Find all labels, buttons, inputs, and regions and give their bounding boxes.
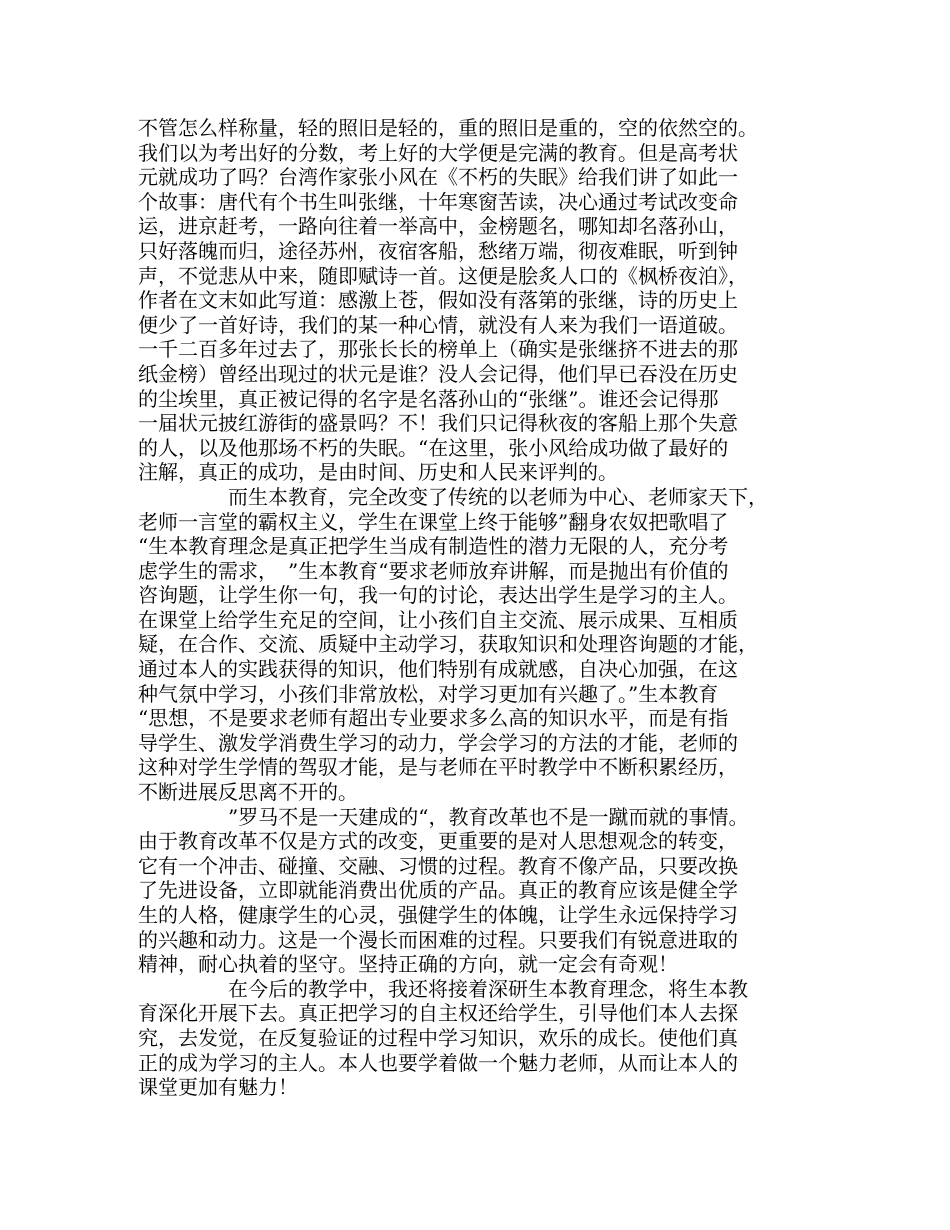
text-line: 精神，耐心执着的坚守。坚持正确的方向，就一定会有奇观！ — [138, 952, 678, 977]
text-line: 我们以为考出好的分数，考上好的大学便是完满的教育。但是高考状 — [138, 140, 738, 165]
text-line: 这种对学生学情的驾驭才能，是与老师在平时教学中不断积累经历， — [138, 755, 738, 780]
paragraph-4 — [138, 977, 828, 1100]
text-line: 只好落魄而归，途径苏州，夜宿客船，愁绪万端，彻夜难眠，听到钟 — [138, 238, 738, 263]
text-line: 正的成为学习的主人。本人也要学着做一个魅力老师，从而让本人的 — [138, 1050, 738, 1075]
text-line: 运，进京赶考，一路向往着一举高中，金榜题名，哪知却名落孙山， — [138, 214, 738, 239]
text-line: 的人，以及他那场不朽的失眠。“在这里，张小风给成功做了最好的 — [138, 435, 729, 460]
text-line: 注解，真正的成功，是由时间、历史和人民来评判的。 — [138, 460, 618, 485]
paragraph-3 — [138, 805, 828, 977]
text-line: 一届状元披红游街的盛景吗？不！我们只记得秋夜的客船上那个失意 — [138, 411, 738, 436]
paragraph-2 — [138, 485, 828, 805]
text-line: 究，去发觉，在反复验证的过程中学习知识，欢乐的成长。使他们真 — [138, 1025, 738, 1050]
text-line: “生本教育理念是真正把学生当成有制造性的潜力无限的人，充分考 — [138, 534, 729, 559]
text-line: 育深化开展下去。真正把学习的自主权还给学生，引导他们本人去探 — [138, 1001, 738, 1026]
text-line-first: 而生本教育，完全改变了传统的以老师为中心、老师家天下， — [228, 484, 768, 509]
text-line: 的尘埃里，真正被记得的名字是名落孙山的“张继”。谁还会记得那 — [138, 386, 719, 411]
text-line: 由于教育改革不仅是方式的改变，更重要的是对人思想观念的转变， — [138, 829, 738, 854]
text-line: 疑，在合作、交流、质疑中主动学习，获取知识和处理咨询题的才能， — [138, 632, 758, 657]
text-line: 导学生、激发学消费生学习的动力，学会学习的方法的才能，老师的 — [138, 730, 738, 755]
text-line: 通过本人的实践获得的知识，他们特别有成就感，自决心加强，在这 — [138, 657, 738, 682]
text-line: 课堂更加有魅力！ — [138, 1075, 298, 1100]
text-line: 不管怎么样称量，轻的照旧是轻的，重的照旧是重的，空的依然空的。 — [138, 116, 758, 140]
text-line: 一千二百多年过去了，那张长长的榜单上（确实是张继挤不进去的那 — [138, 337, 738, 362]
text-line: 种气氛中学习，小孩们非常放松，对学习更加有兴趣了。”生本教育 — [138, 681, 719, 706]
text-line: 生的人格，健康学生的心灵，强健学生的体魄，让学生永远保持学习 — [138, 903, 738, 927]
text-line: 便少了一首好诗，我们的某一种心情，就没有人来为我们一语道破。 — [138, 312, 738, 337]
text-line: 元就成功了吗？台湾作家张小风在《不朽的失眠》给我们讲了如此一 — [138, 165, 738, 190]
text-line: 个故事：唐代有个书生叫张继，十年寒窗苦读，决心通过考试改变命 — [138, 189, 738, 214]
text-line: 不断进展反思离不开的。 — [138, 780, 358, 805]
text-line: 老师一言堂的霸权主义，学生在课堂上终于能够”翻身农奴把歌唱了 — [138, 509, 729, 534]
text-line: 在课堂上给学生充足的空间，让小孩们自主交流、展示成果、互相质 — [138, 607, 738, 632]
text-line: 纸金榜）曾经出现过的状元是谁？没人会记得，他们早已吞没在历史 — [138, 361, 738, 386]
text-line: 作者在文末如此写道：感激上苍，假如没有落第的张继，诗的历史上 — [138, 288, 738, 313]
text-line-first: ”罗马不是一天建成的“，教育改革也不是一蹴而就的事情。 — [228, 804, 749, 829]
document-page — [138, 116, 828, 1100]
text-line: 的兴趣和动力。这是一个漫长而困难的过程。只要我们有锐意进取的 — [138, 927, 738, 952]
text-line: “思想，不是要求老师有超出专业要求多么高的知识水平，而是有指 — [138, 706, 729, 731]
text-line-first: 在今后的教学中，我还将接着深研生本教育理念，将生本教 — [228, 976, 748, 1001]
paragraph-1 — [138, 116, 828, 485]
text-line: 了先进设备，立即就能消费出优质的产品。真正的教育应该是健全学 — [138, 878, 738, 903]
text-line: 咨询题，让学生你一句，我一句的讨论，表达出学生是学习的主人。 — [138, 583, 738, 608]
text-line: 虑学生的需求， ”生本教育“要求老师放弃讲解，而是抛出有价值的 — [138, 558, 729, 583]
text-line: 声，不觉悲从中来，随即赋诗一首。这便是脍炙人口的《枫桥夜泊》， — [138, 263, 748, 288]
text-line: 它有一个冲击、碰撞、交融、习惯的过程。教育不像产品，只要改换 — [138, 853, 738, 878]
